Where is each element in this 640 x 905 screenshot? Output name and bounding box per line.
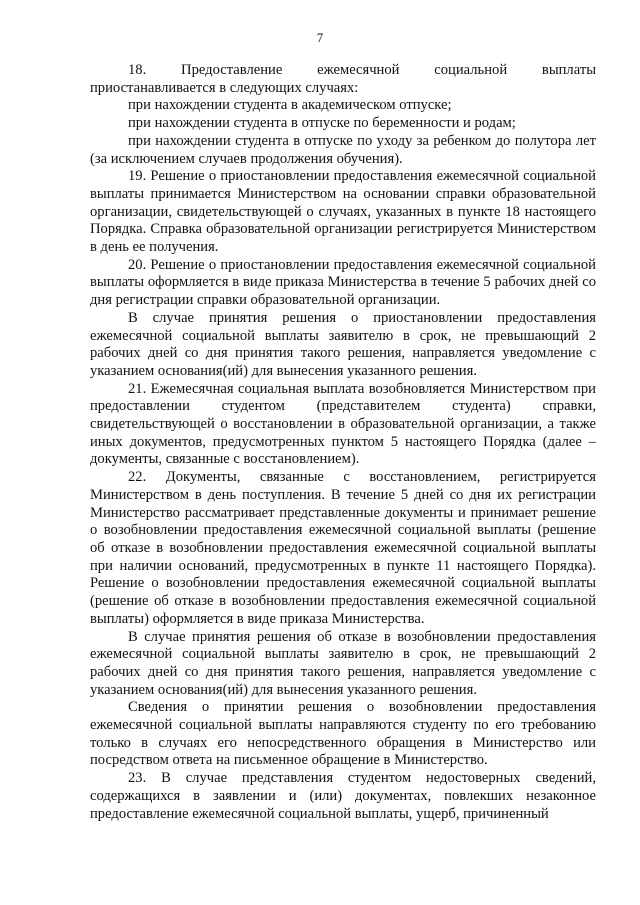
list-item-maternity-leave: при нахождении студента в отпуске по беременности и родам;	[128, 115, 516, 132]
paragraph-22-refusal-notice: В случае принятия решения об отказе в возобновлении предоставления ежемесячной социальной выплаты заявителю в срок, не превышающий 2 рабочих дней со дня принятия такого решения, направляется уведомление с указанием основания(ий) для вынесения указанного решения.	[90, 628, 596, 698]
paragraph-19: 19. Решение о приостановлении предоставления ежемесячной социальной выплаты принимается Министерством на основании справки образовательной организации, свидетельствующей о случаях, указанных в пункте 18 настоящего Порядка. Справка образовательной организации регистрируется Министерством в день ее получения.	[90, 168, 596, 256]
paragraph-22-information: Сведения о принятии решения о возобновлении предоставления ежемесячной социальной выплаты направляются студенту по его требованию только в случаях его непосредственного обращения в Министерство или посредством ответа на письменное обращение в Министерство.	[90, 699, 596, 769]
paragraph-18: 18. Предоставление ежемесячной социальной выплаты приостанавливается в следующих случаях:	[90, 62, 596, 96]
paragraph-20-notice: В случае принятия решения о приостановлении предоставления ежемесячной социальной выплаты заявителю в срок, не превышающий 2 рабочих дней со дня принятия такого решения, направляется уведомление с указанием основания(ий) для вынесения указанного решения.	[90, 309, 596, 379]
list-item-academic-leave: при нахождении студента в академическом отпуске;	[128, 97, 452, 114]
paragraph-21: 21. Ежемесячная социальная выплата возобновляется Министерством при предоставлении студентом (представителем студента) справки, свидетельствующей о восстановлении в образовательной организации, а также иных документов, предусмотренных пунктом 5 настоящего Порядка (далее – документы, связанные с восстановлением).	[90, 380, 596, 468]
paragraph-23: 23. В случае представления студентом недостоверных сведений, содержащихся в заявлении и (или) документах, повлекших незаконное предоставление ежемесячной социальной выплаты, ущерб, причиненный	[90, 770, 596, 822]
list-item-childcare-leave: при нахождении студента в отпуске по уходу за ребенком до полутора лет (за исключением случаев продолжения обучения).	[90, 132, 596, 167]
paragraph-20: 20. Решение о приостановлении предоставления ежемесячной социальной выплаты оформляется в виде приказа Министерства в течение 5 рабочих дней со дня регистрации справки образовательной организации.	[90, 256, 596, 309]
document-body	[90, 62, 596, 823]
paragraph-22: 22. Документы, связанные с восстановлением, регистрируется Министерством в день поступления. В течение 5 дней со дня их регистрации Министерство рассматривает представленные документы и принимает решение о возобновлении предоставления ежемесячной социальной выплаты (решение об отказе в возобновлении предоставления ежемесячной социальной выплаты при наличии оснований, предусмотренных в пункте 11 настоящего Порядка). Решение о возобновлении предоставления ежемесячной социальной выплаты (решение об отказе в возобновлении предоставления ежемесячной социальной выплаты) оформляется в виде приказа Министерства.	[90, 469, 596, 627]
page-number: 7	[316, 30, 324, 45]
